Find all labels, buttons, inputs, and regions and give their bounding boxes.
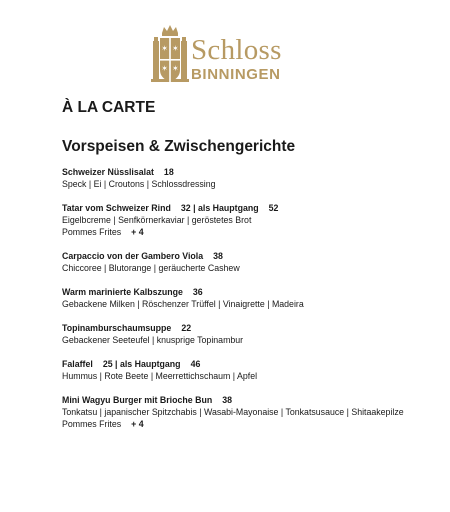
dish-item xyxy=(62,166,422,190)
dish-name: Carpaccio von der Gambero Viola xyxy=(62,251,204,261)
dish-extra-label: Pommes Frites xyxy=(62,227,122,237)
dish-name: Warm marinierte Kalbszunge xyxy=(62,287,183,297)
dish-title xyxy=(62,394,422,406)
dish-name: Falaffel xyxy=(62,359,93,369)
dish-title xyxy=(62,322,422,334)
dish-item xyxy=(62,202,422,238)
svg-text:✶: ✶ xyxy=(161,64,168,73)
castle-crest-icon xyxy=(151,24,189,84)
svg-text:✶: ✶ xyxy=(172,64,179,73)
dish-title xyxy=(62,250,422,262)
dish-description: Chiccoree | Blutorange | geräucherte Cashew xyxy=(62,263,240,273)
dish-description: Eigelbcreme | Senfkörnerkaviar | geröstetes Brot xyxy=(62,215,252,225)
dish-name: Mini Wagyu Burger mit Brioche Bun xyxy=(62,395,213,405)
dish-price: 32 | als Hauptgang xyxy=(180,203,259,213)
dish-extra-label: Pommes Frites xyxy=(62,419,122,429)
dish-extra xyxy=(62,418,422,430)
dish-item xyxy=(62,358,422,382)
dish-description: Hummus | Rote Beete | Meerrettichschaum | Apfel xyxy=(62,371,258,381)
schloss-binningen-logo xyxy=(151,24,301,84)
dish-title xyxy=(62,358,422,370)
dish-name: Topinamburschaumsuppe xyxy=(62,323,172,333)
dish-description: Tonkatsu | japanischer Spitzchabis | Wasabi-Mayonaise | Tonkatsusauce | Shitaakepilze xyxy=(62,407,404,417)
dish-description: Gebackener Seeteufel | knusprige Topinambur xyxy=(62,335,244,345)
dish-name: Schweizer Nüsslisalat xyxy=(62,167,154,177)
dish-title xyxy=(62,286,422,298)
logo-wordmark-binningen: BINNINGEN xyxy=(191,66,281,83)
dish-price: 38 xyxy=(213,251,223,261)
dish-price: 36 xyxy=(192,287,203,297)
dish-item xyxy=(62,286,422,310)
svg-text:✶: ✶ xyxy=(172,44,179,53)
dish-description: Speck | Ei | Croutons | Schlossdressing xyxy=(62,179,216,189)
dish-item xyxy=(62,250,422,274)
svg-text:✶: ✶ xyxy=(161,44,168,53)
dish-price: 22 xyxy=(181,323,192,333)
dish-price: 25 | als Hauptgang xyxy=(102,359,181,369)
dish-extra xyxy=(62,226,422,238)
dish-price-main: 46 xyxy=(190,359,201,369)
dish-item xyxy=(62,322,422,346)
section-title: Vorspeisen & Zwischengerichte xyxy=(62,138,296,155)
dish-extra-price: + 4 xyxy=(131,227,144,237)
dish-title xyxy=(62,202,422,214)
dish-description: Gebackene Milken | Röschenzer Trüffel | Vinaigrette | Madeira xyxy=(62,299,304,309)
dish-price-main: 52 xyxy=(268,203,279,213)
dish-name: Tatar vom Schweizer Rind xyxy=(62,203,171,213)
dish-title xyxy=(62,166,422,178)
dish-item xyxy=(62,394,422,430)
dish-extra-price: + 4 xyxy=(131,419,144,429)
dish-price: 18 xyxy=(163,167,174,177)
menu-content xyxy=(62,98,422,442)
dish-price: 38 xyxy=(222,395,233,405)
logo-wordmark-schloss: Schloss xyxy=(191,34,282,66)
menu-heading: À LA CARTE xyxy=(62,99,156,116)
